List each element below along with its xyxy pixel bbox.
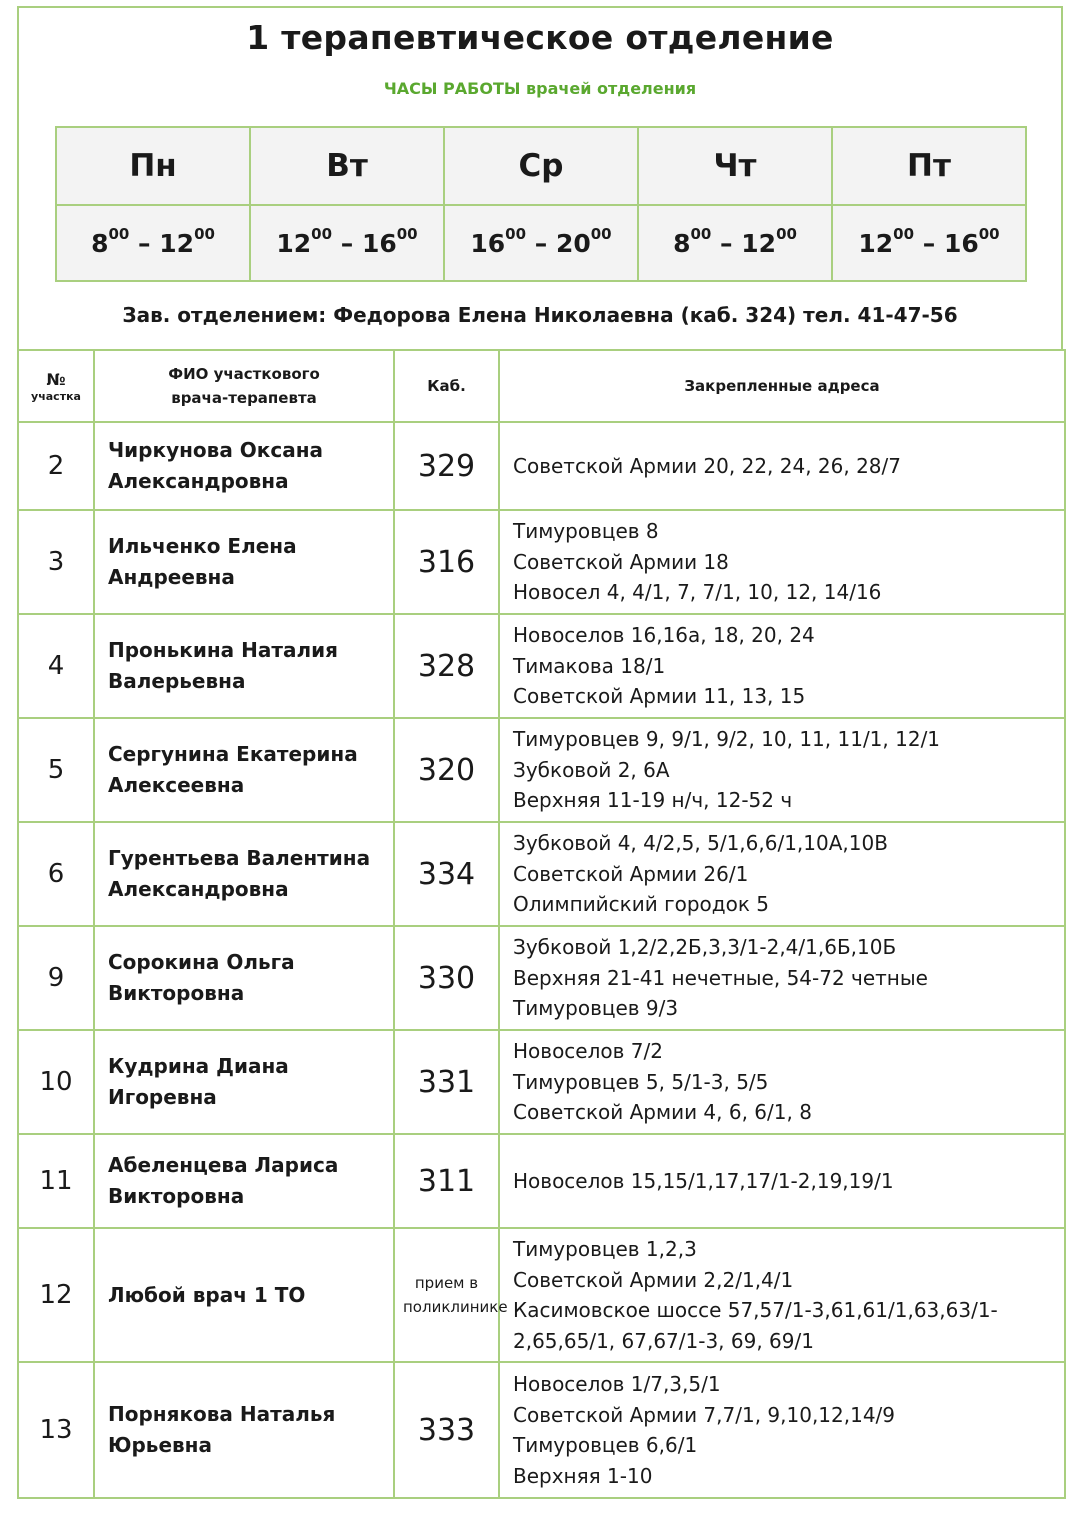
district-number: 11 — [18, 1134, 94, 1228]
address-line: Касимовское шоссе 57,57/1-3,61,61/1,63,63/1-2,65,65/1, 67,67/1-3, 69, 69/1 — [513, 1298, 998, 1353]
doctor-name-line: Юрьевна — [108, 1433, 212, 1457]
addresses — [499, 1134, 1065, 1228]
doctor-name — [94, 510, 394, 614]
doctor-name — [94, 718, 394, 822]
table-row — [18, 1030, 1065, 1134]
district-number: 13 — [18, 1362, 94, 1498]
addresses — [499, 822, 1065, 926]
address-line: Тимуровцев 1,2,3 — [513, 1237, 697, 1261]
doctor-name-line: Порнякова Наталья — [108, 1402, 336, 1426]
address-line: Тимакова 18/1 — [513, 653, 666, 678]
cabinet-number: 311 — [394, 1134, 499, 1228]
header-number: № участка — [18, 350, 94, 422]
day-cell: Вт — [250, 127, 444, 205]
addresses — [499, 422, 1065, 510]
district-number: 12 — [18, 1228, 94, 1362]
address-line: Новосел 4, 4/1, 7, 7/1, 10, 12, 14/16 — [513, 580, 882, 605]
address-line: Зубковой 4, 4/2,5, 5/1,6,6/1,10А,10В — [513, 831, 888, 856]
address-line: Зубковой 1,2/2,2Б,3,3/1-2,4/1,6Б,10Б — [513, 935, 897, 960]
district-number: 10 — [18, 1030, 94, 1134]
table-header-row — [18, 350, 1065, 422]
table-row — [18, 422, 1065, 510]
table-row — [18, 1134, 1065, 1228]
cabinet-number: 320 — [394, 718, 499, 822]
doctor-name-line: Викторовна — [108, 1184, 245, 1208]
day-cell: Пн — [56, 127, 250, 205]
doctor-name-line: Андреевна — [108, 565, 235, 589]
address-line: Советской Армии 7,7/1, 9,10,12,14/9 — [513, 1402, 896, 1427]
doctor-name-line: Алексеевна — [108, 773, 245, 797]
addresses — [499, 718, 1065, 822]
doctor-name-line: Сорокина Ольга — [108, 950, 295, 974]
page-title: 1 терапевтическое отделение — [246, 18, 834, 57]
table-row — [18, 510, 1065, 614]
addresses — [499, 1362, 1065, 1498]
table-row — [18, 822, 1065, 926]
district-number: 5 — [18, 718, 94, 822]
address-line: Верхняя 21-41 нечетные, 54-72 четные — [513, 965, 928, 990]
district-number: 3 — [18, 510, 94, 614]
address-line: Новоселов 7/2 — [513, 1039, 663, 1064]
address-line: Советской Армии 20, 22, 24, 26, 28/7 — [513, 453, 901, 478]
cabinet-number: 334 — [394, 822, 499, 926]
district-number: 6 — [18, 822, 94, 926]
time-cell: $8^{00} - 12^{00}$ — [56, 205, 250, 281]
cabinet-number: 316 — [394, 510, 499, 614]
address-line: Тимуровцев 9, 9/1, 9/2, 10, 11, 11/1, 12/1 — [513, 727, 941, 752]
table-row — [18, 1228, 1065, 1362]
address-line: Тимуровцев 8 — [513, 519, 659, 544]
address-line: Новоселов 1/7,3,5/1 — [513, 1372, 721, 1396]
addresses — [499, 1030, 1065, 1134]
doctor-name-line: Кудрина Диана — [108, 1054, 289, 1078]
days-row — [56, 127, 1026, 205]
time-cell: $12^{00} - 16^{00}$ — [832, 205, 1026, 281]
doctors-table — [17, 349, 1066, 1499]
doctor-name-line: Викторовна — [108, 981, 245, 1005]
head-of-department: Зав. отделением: Федорова Елена Николаевна (каб. 324) тел. 41-47-56 — [122, 303, 958, 327]
address-line: Тимуровцев 9/3 — [513, 996, 679, 1021]
cabinet-number: 330 — [394, 926, 499, 1030]
doctor-name — [94, 1228, 394, 1362]
doctor-name-line: Любой врач 1 ТО — [108, 1282, 306, 1307]
address-line: Верхняя 11-19 н/ч, 12-52 ч — [513, 788, 793, 813]
doctor-name-line: Александровна — [108, 877, 289, 901]
addresses — [499, 510, 1065, 614]
address-line: Советской Армии 18 — [513, 549, 729, 574]
address-line: Советской Армии 4, 6, 6/1, 8 — [513, 1100, 812, 1125]
doctor-name — [94, 1134, 394, 1228]
doctor-name-line: Сергунина Екатерина — [108, 742, 358, 766]
address-line: Советской Армии 2,2/1,4/1 — [513, 1267, 794, 1292]
addresses — [499, 1228, 1065, 1362]
table-row — [18, 718, 1065, 822]
doctor-name — [94, 926, 394, 1030]
day-cell: Ср — [444, 127, 638, 205]
address-line: Олимпийский городок 5 — [513, 892, 770, 917]
address-line: Зубковой 2, 6А — [513, 757, 670, 782]
address-line: Тимуровцев 5, 5/1-3, 5/5 — [513, 1069, 769, 1094]
district-number: 2 — [18, 422, 94, 510]
table-row — [18, 614, 1065, 718]
cabinet-number: 333 — [394, 1362, 499, 1498]
page-subtitle: ЧАСЫ РАБОТЫ врачей отделения — [383, 79, 697, 98]
time-cell: $16^{00} - 20^{00}$ — [444, 205, 638, 281]
doctor-name-line: Игоревна — [108, 1085, 217, 1109]
doctor-name-line: Валерьевна — [108, 669, 246, 693]
address-line: Советской Армии 26/1 — [513, 861, 749, 886]
doctor-name — [94, 822, 394, 926]
times-row — [56, 205, 1026, 281]
doctor-name-line: Абеленцева Лариса — [108, 1153, 339, 1177]
cabinet-number: прием в поликлинике — [394, 1228, 499, 1362]
address-line: Тимуровцев 6,6/1 — [513, 1433, 698, 1457]
header-cabinet: Каб. — [394, 350, 499, 422]
address-line: Верхняя 1-10 — [513, 1463, 653, 1488]
addresses — [499, 926, 1065, 1030]
doctor-name — [94, 1362, 394, 1498]
table-row — [18, 1362, 1065, 1498]
district-number: 4 — [18, 614, 94, 718]
address-line: Новоселов 15,15/1,17,17/1-2,19,19/1 — [513, 1168, 894, 1193]
cabinet-number: 329 — [394, 422, 499, 510]
doctor-name-line: Чиркунова Оксана — [108, 438, 324, 462]
day-cell: Пт — [832, 127, 1026, 205]
address-line: Новоселов 16,16а, 18, 20, 24 — [513, 623, 815, 648]
doctor-name-line: Пронькина Наталия — [108, 638, 338, 662]
addresses — [499, 614, 1065, 718]
doctor-name-line: Александровна — [108, 469, 289, 493]
doctor-name-line: Ильченко Елена — [108, 534, 297, 558]
time-cell: $12^{00} - 16^{00}$ — [250, 205, 444, 281]
day-cell: Чт — [638, 127, 832, 205]
cabinet-number: 331 — [394, 1030, 499, 1134]
header-addresses: Закрепленные адреса — [499, 350, 1065, 422]
district-number: 9 — [18, 926, 94, 1030]
cabinet-number: 328 — [394, 614, 499, 718]
address-line: Советской Армии 11, 13, 15 — [513, 684, 806, 709]
doctor-name — [94, 614, 394, 718]
time-cell: $8^{00} - 12^{00}$ — [638, 205, 832, 281]
working-hours-table — [55, 126, 1027, 282]
doctor-name-line: Гурентьева Валентина — [108, 846, 371, 870]
table-row — [18, 926, 1065, 1030]
doctor-name — [94, 422, 394, 510]
header-fio: ФИО участкового врача-терапевта — [94, 350, 394, 422]
doctor-name — [94, 1030, 394, 1134]
